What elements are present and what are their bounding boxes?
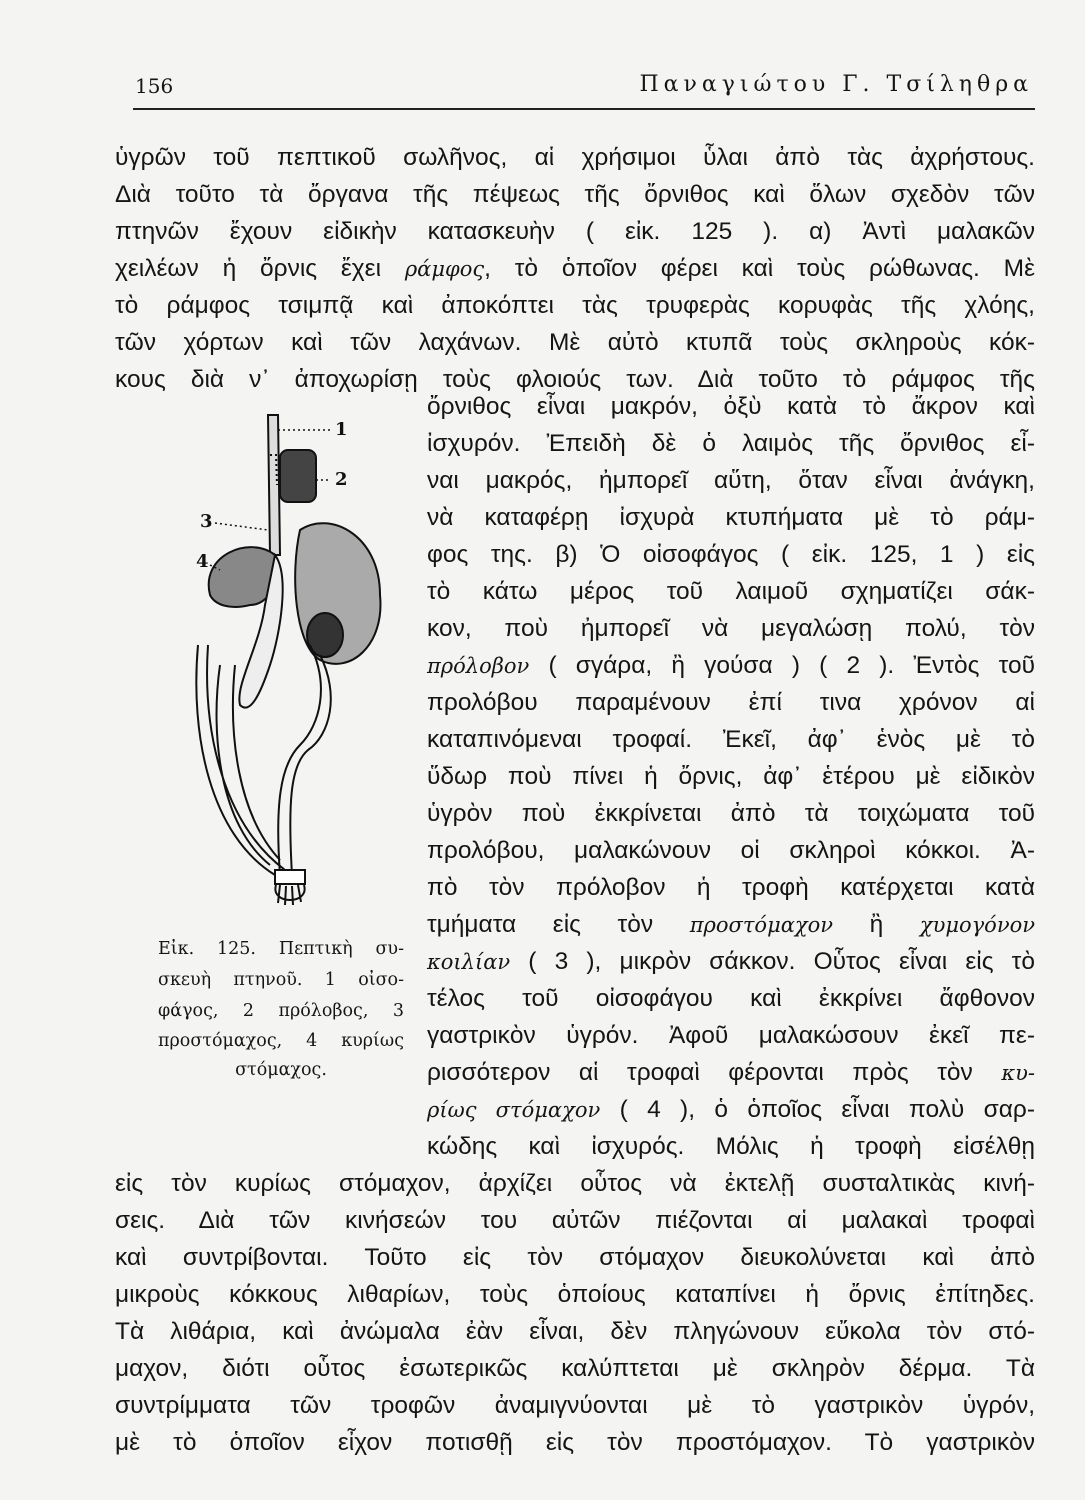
text-segment: μὲ τὸ ὁποῖον εἶχον ποτισθῇ εἰς τὸν προστόμαχον. Τὸ γαστρικὸν — [115, 1429, 1035, 1456]
text-line — [427, 725, 1035, 755]
text-segment: πτηνῶν ἔχουν εἰδικὴν κατασκευὴν ( εἰκ. 125 ). α) Ἀντὶ μαλακῶν — [115, 218, 1035, 245]
text-line — [115, 254, 1035, 284]
italic-term: πρόλοβον — [427, 654, 530, 678]
text-segment: ἢ — [833, 911, 920, 938]
text-line — [427, 984, 1035, 1014]
text-segment: , τὸ ὁποῖον φέρει καὶ τοὺς ρώθωνας. Μὲ — [484, 255, 1035, 282]
text-line — [427, 947, 1035, 977]
text-line — [427, 1021, 1035, 1051]
text-segment: ναι μακρός, ἠμπορεῖ αὕτη, ὅταν εἶναι ἀνάγκη, — [427, 467, 1035, 494]
text-line — [427, 1095, 1035, 1125]
text-line — [115, 143, 1035, 173]
text-segment: τμήματα εἰς τὸν — [427, 911, 690, 938]
text-segment: συντρίμματα τῶν τροφῶν ἀναμιγνύονται μὲ τὸ γαστρικὸν ὑγρόν, — [115, 1392, 1035, 1419]
text-line — [115, 1206, 1035, 1236]
text-line — [427, 762, 1035, 792]
text-segment: νὰ καταφέρῃ ἰσχυρὰ κτυπήματα μὲ τὸ ράμ- — [427, 504, 1035, 531]
text-line — [115, 1317, 1035, 1347]
text-line — [427, 651, 1035, 681]
italic-term: προστόμαχον — [689, 913, 834, 937]
text-line — [115, 1354, 1035, 1384]
figure-caption-line: σκευὴ πτηνοῦ. 1 οἰσο- — [158, 970, 404, 990]
figure-caption-line: στόμαχος. — [235, 1060, 327, 1080]
text-segment: ( 4 ), ὁ ὁποῖος εἶναι πολὺ σαρ- — [600, 1096, 1035, 1123]
text-segment: τὸ κάτω μέρος τοῦ λαιμοῦ σχηματίζει σάκ- — [427, 578, 1035, 605]
text-segment: τέλος τοῦ οἰσοφάγου καὶ ἐκκρίνει ἄφθονον — [427, 985, 1035, 1012]
text-line — [427, 1132, 1035, 1162]
text-segment: προλόβου παραμένουν ἐπί τινα χρόνον αἱ — [427, 689, 1035, 716]
text-segment: τῶν χόρτων καὶ τῶν λαχάνων. Μὲ αὐτὸ κτυπᾶ τοὺς σκληροὺς κόκ- — [115, 329, 1035, 356]
text-segment: κους διὰ ν᾽ ἀποχωρίσῃ τοὺς φλοιούς των. Διὰ τοῦτο τὸ ράμφος τῆς — [115, 366, 1035, 393]
page-number: 156 — [135, 74, 174, 98]
text-line — [427, 910, 1035, 940]
italic-term: κοιλίαν — [427, 950, 511, 974]
text-line — [427, 836, 1035, 866]
text-line — [427, 873, 1035, 903]
text-line — [115, 1391, 1035, 1421]
text-line — [115, 328, 1035, 358]
header-rule — [133, 108, 1035, 110]
text-segment: καὶ συντρίβονται. Τοῦτο εἰς τὸν στόμαχον διευκολύνεται καὶ ἀπὸ — [115, 1244, 1035, 1271]
text-segment: καταπινόμεναι τροφαί. Ἐκεῖ, ἀφ᾽ ἑνὸς μὲ τὸ — [427, 726, 1035, 753]
italic-term: χυμογόνον — [919, 913, 1035, 937]
text-line — [115, 365, 1035, 395]
text-line — [427, 614, 1035, 644]
text-segment: ( 3 ), μικρὸν σάκκον. Οὗτος εἶναι εἰς τὸ — [510, 948, 1035, 975]
text-line — [115, 1428, 1035, 1458]
text-line — [427, 392, 1035, 422]
text-segment: Τὰ λιθάρια, καὶ ἀνώμαλα ἐὰν εἶναι, δὲν πληγώνουν εὔκολα τὸν στό- — [115, 1318, 1035, 1345]
text-segment: φος της. β) Ὁ οἰσοφάγος ( εἰκ. 125, 1 ) εἰς — [427, 541, 1035, 568]
italic-term: ράμφος — [404, 257, 485, 281]
text-line — [115, 180, 1035, 210]
text-line — [427, 577, 1035, 607]
text-line — [115, 291, 1035, 321]
text-line — [115, 217, 1035, 247]
text-segment: γαστρικὸν ὑγρόν. Ἀφοῦ μαλακώσουν ἐκεῖ πε- — [427, 1022, 1035, 1049]
text-segment: ὕδωρ ποὺ πίνει ἡ ὄρνις, ἀφ᾽ ἑτέρου μὲ εἰδικὸν — [427, 763, 1035, 790]
figure-label-4: 4 — [196, 551, 209, 572]
figure-label-1: 1 — [335, 419, 348, 440]
figure-label-2: 2 — [335, 469, 348, 490]
text-segment: εἰς τὸν κυρίως στόμαχον, ἀρχίζει οὗτος νὰ ἐκτελῇ συσταλτικὰς κινή- — [115, 1170, 1035, 1197]
text-segment: ρισσότερον αἱ τροφαὶ φέρονται πρὸς τὸν — [427, 1059, 1002, 1086]
text-segment: πὸ τὸν πρόλοβον ἡ τροφὴ κατέρχεται κατὰ — [427, 874, 1035, 901]
text-line — [115, 1280, 1035, 1310]
text-segment: ὑγρὸν ποὺ ἐκκρίνεται ἀπὸ τὰ τοιχώματα τοῦ — [427, 800, 1035, 827]
text-line — [427, 466, 1035, 496]
text-segment: ἰσχυρόν. Ἐπειδὴ δὲ ὁ λαιμὸς τῆς ὄρνιθος εἶ- — [427, 430, 1035, 457]
text-line — [427, 688, 1035, 718]
text-line — [427, 799, 1035, 829]
text-line — [427, 429, 1035, 459]
text-segment: σεις. Διὰ τῶν κινήσεών του αὐτῶν πιέζονται αἱ μαλακαὶ τροφαὶ — [115, 1207, 1035, 1234]
text-line — [427, 503, 1035, 533]
text-segment: ὄρνιθος εἶναι μακρόν, ὀξὺ κατὰ τὸ ἄκρον καὶ — [427, 393, 1035, 420]
digestive-system-illustration — [180, 405, 410, 945]
text-segment: μαχον, διότι οὗτος ἐσωτερικῶς καλύπτεται μὲ σκληρὸν δέρμα. Τὰ — [115, 1355, 1035, 1382]
running-title: Παναγιώτου Γ. Τσίληθρα — [639, 72, 1033, 97]
italic-term: κυ- — [1001, 1061, 1035, 1085]
text-segment: μικροὺς κόκκους λιθαρίων, τοὺς ὁποίους καταπίνει ἡ ὄρνις ἐπίτηδες. — [115, 1281, 1035, 1308]
figure-label-3: 3 — [200, 511, 213, 532]
italic-term: ρίως στόμαχον — [427, 1098, 601, 1122]
text-segment: Διὰ τοῦτο τὰ ὄργανα τῆς πέψεως τῆς ὄρνιθος καὶ ὅλων σχεδὸν τῶν — [115, 181, 1035, 208]
figure-caption-line: προστόμαχος, 4 κυρίως — [158, 1031, 404, 1051]
text-segment: τὸ ράμφος τσιμπᾷ καὶ ἀποκόπτει τὰς τρυφερὰς κορυφὰς τῆς χλόης, — [115, 292, 1035, 319]
text-line — [427, 540, 1035, 570]
text-segment: χειλέων ἡ ὄρνις ἔχει — [115, 255, 405, 282]
text-segment: κον, ποὺ ἠμπορεῖ νὰ μεγαλώσῃ πολύ, τὸν — [427, 615, 1035, 642]
text-line — [427, 1058, 1035, 1088]
figure-caption-line: φάγος, 2 πρόλοβος, 3 — [158, 1001, 404, 1021]
text-line — [115, 1169, 1035, 1199]
text-segment: προλόβου, μαλακώνουν οἱ σκληροὶ κόκκοι. Ἀ- — [427, 837, 1035, 864]
text-line — [115, 1243, 1035, 1273]
text-segment: ὑγρῶν τοῦ πεπτικοῦ σωλῆνος, αἱ χρήσιμοι ὗλαι ἀπὸ τὰς ἀχρήστους. — [115, 144, 1035, 171]
figure-caption-line: Εἰκ. 125. Πεπτικὴ συ- — [158, 939, 404, 959]
text-segment: κώδης καὶ ἰσχυρός. Μόλις ἡ τροφὴ εἰσέλθῃ — [427, 1133, 1035, 1160]
text-segment: ( σγάρα, ἢ γούσα ) ( 2 ). Ἐντὸς τοῦ — [529, 652, 1035, 679]
